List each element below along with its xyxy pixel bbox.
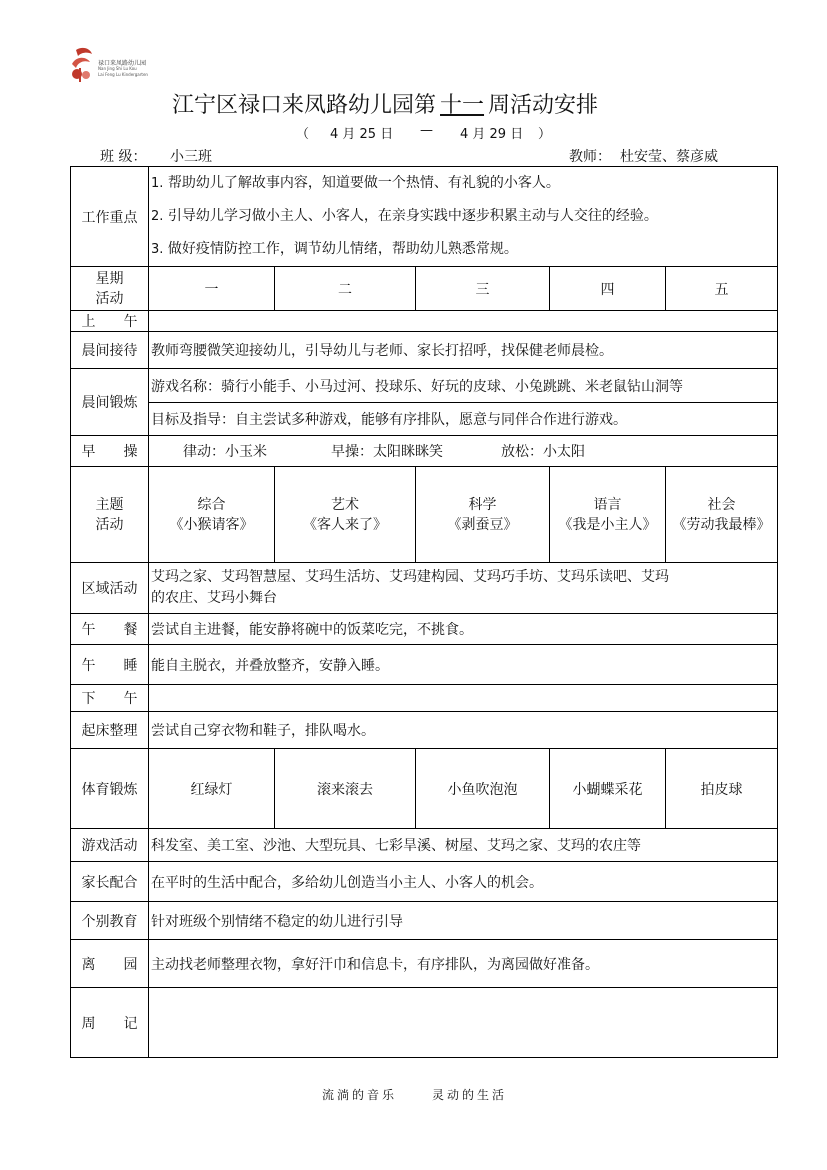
row-lunch bbox=[71, 614, 778, 645]
nap-label: 午 睡 bbox=[71, 645, 149, 685]
day-mon: 一 bbox=[149, 267, 275, 311]
theme-thu: 语言 《我是小主人》 bbox=[550, 467, 666, 563]
pe-wed: 小鱼吹泡泡 bbox=[416, 749, 550, 829]
drill-label: 早 操 bbox=[71, 436, 149, 467]
parent-label: 家长配合 bbox=[71, 862, 149, 902]
theme-tue: 艺术 《客人来了》 bbox=[275, 467, 416, 563]
page-title: 江宁区禄口来凤路幼儿园第 十一 周活动安排 bbox=[172, 93, 599, 118]
row-parent bbox=[71, 862, 778, 902]
pe-thu: 小蝴蝶采花 bbox=[550, 749, 666, 829]
area-text: 艾玛之家、艾玛智慧屋、艾玛生活坊、艾玛建构园、艾玛巧手坊、艾玛乐读吧、艾玛 的农庄、艾玛小舞台 bbox=[149, 563, 778, 614]
lunch-text: 尝试自主进餐，能安静将碗中的饭菜吃完，不挑食。 bbox=[149, 614, 778, 645]
row-exercise-games bbox=[71, 369, 778, 403]
weekly-notes-label: 周 记 bbox=[71, 988, 149, 1058]
row-weekly-notes bbox=[71, 988, 778, 1058]
day-wed: 三 bbox=[416, 267, 550, 311]
pe-label: 体育锻炼 bbox=[71, 749, 149, 829]
weekly-plan-table bbox=[70, 166, 778, 1058]
morning-label: 上 午 bbox=[71, 311, 149, 332]
greeting-text: 教师弯腰微笑迎接幼儿，引导幼儿与老师、家长打招呼，找保健老师晨检。 bbox=[149, 332, 778, 369]
date-to: 4 月 29 日 bbox=[460, 127, 524, 142]
leave-label: 离 园 bbox=[71, 940, 149, 988]
kindergarten-logo bbox=[68, 44, 178, 88]
logo-name: 禄口来凤路幼儿园 bbox=[98, 60, 147, 67]
weekday-header-label: 星期 活动 bbox=[71, 267, 149, 311]
day-thu: 四 bbox=[550, 267, 666, 311]
wake-label: 起床整理 bbox=[71, 712, 149, 749]
theme-fri: 社会 《劳动我最棒》 bbox=[666, 467, 778, 563]
date-from: 4 月 25 日 bbox=[330, 127, 394, 142]
row-focus bbox=[71, 167, 778, 267]
theme-wed: 科学 《剥蚕豆》 bbox=[416, 467, 550, 563]
play-label: 游戏活动 bbox=[71, 829, 149, 862]
exercise-label: 晨间锻炼 bbox=[71, 369, 149, 436]
row-greeting bbox=[71, 332, 778, 369]
row-drill bbox=[71, 436, 778, 467]
row-wake bbox=[71, 712, 778, 749]
pe-tue: 滚来滚去 bbox=[275, 749, 416, 829]
nap-text: 能自主脱衣，并叠放整齐，安静入睡。 bbox=[149, 645, 778, 685]
pe-mon: 红绿灯 bbox=[149, 749, 275, 829]
row-leave bbox=[71, 940, 778, 988]
row-afternoon bbox=[71, 685, 778, 712]
focus-items: 1. 帮助幼儿了解故事内容，知道要做一个热情、有礼貌的小客人。 2. 引导幼儿学习做小主人、小客人，在亲身实践中逐步积累主动与人交往的经验。 3. 做好疫情防控工作，调节幼儿情绪，帮助幼儿熟悉常规。 bbox=[149, 167, 778, 267]
leave-text: 主动找老师整理衣物，拿好汗巾和信息卡，有序排队，为离园做好准备。 bbox=[149, 940, 778, 988]
area-label: 区域活动 bbox=[71, 563, 149, 614]
row-morning bbox=[71, 311, 778, 332]
row-area bbox=[71, 563, 778, 614]
week-number: 十一 bbox=[440, 93, 485, 118]
parent-text: 在平时的生活中配合，多给幼儿创造当小主人、小客人的机会。 bbox=[149, 862, 778, 902]
drill-items: 律动：小玉米 早操：太阳眯眯笑 放松：小太阳 bbox=[149, 436, 778, 467]
row-exercise-goal bbox=[71, 403, 778, 436]
exercise-games: 游戏名称：骑行小能手、小马过河、投球乐、好玩的皮球、小兔跳跳、米老鼠钻山洞等 bbox=[149, 369, 778, 403]
theme-label: 主题 活动 bbox=[71, 467, 149, 563]
teacher-label: 教师： bbox=[569, 149, 611, 165]
exercise-goal: 目标及指导：自主尝试多种游戏，能够有序排队，愿意与同伴合作进行游戏。 bbox=[149, 403, 778, 436]
day-fri: 五 bbox=[666, 267, 778, 311]
individual-text: 针对班级个别情绪不稳定的幼儿进行引导 bbox=[149, 902, 778, 940]
row-play bbox=[71, 829, 778, 862]
focus-label: 工作重点 bbox=[71, 167, 149, 267]
theme-mon: 综合 《小猴请客》 bbox=[149, 467, 275, 563]
class-value: 小三班 bbox=[170, 149, 212, 165]
row-days-header bbox=[71, 267, 778, 311]
row-individual bbox=[71, 902, 778, 940]
afternoon-label: 下 午 bbox=[71, 685, 149, 712]
row-themes bbox=[71, 467, 778, 563]
class-label: 班 级： bbox=[100, 149, 147, 165]
wake-text: 尝试自己穿衣物和鞋子，排队喝水。 bbox=[149, 712, 778, 749]
logo-english: Nan Jing Shi Lu Kou Lai Feng Lu Kindergarten bbox=[98, 66, 148, 77]
greeting-label: 晨间接待 bbox=[71, 332, 149, 369]
weekly-notes-text bbox=[149, 988, 778, 1058]
pe-fri: 拍皮球 bbox=[666, 749, 778, 829]
play-text: 科发室、美工室、沙池、大型玩具、七彩旱溪、树屋、艾玛之家、艾玛的农庄等 bbox=[149, 829, 778, 862]
row-nap bbox=[71, 645, 778, 685]
lunch-label: 午 餐 bbox=[71, 614, 149, 645]
logo-emblem-icon bbox=[68, 44, 96, 84]
individual-label: 个别教育 bbox=[71, 902, 149, 940]
teacher-value: 杜安莹、蔡彦威 bbox=[620, 149, 718, 165]
row-pe bbox=[71, 749, 778, 829]
day-tue: 二 bbox=[275, 267, 416, 311]
